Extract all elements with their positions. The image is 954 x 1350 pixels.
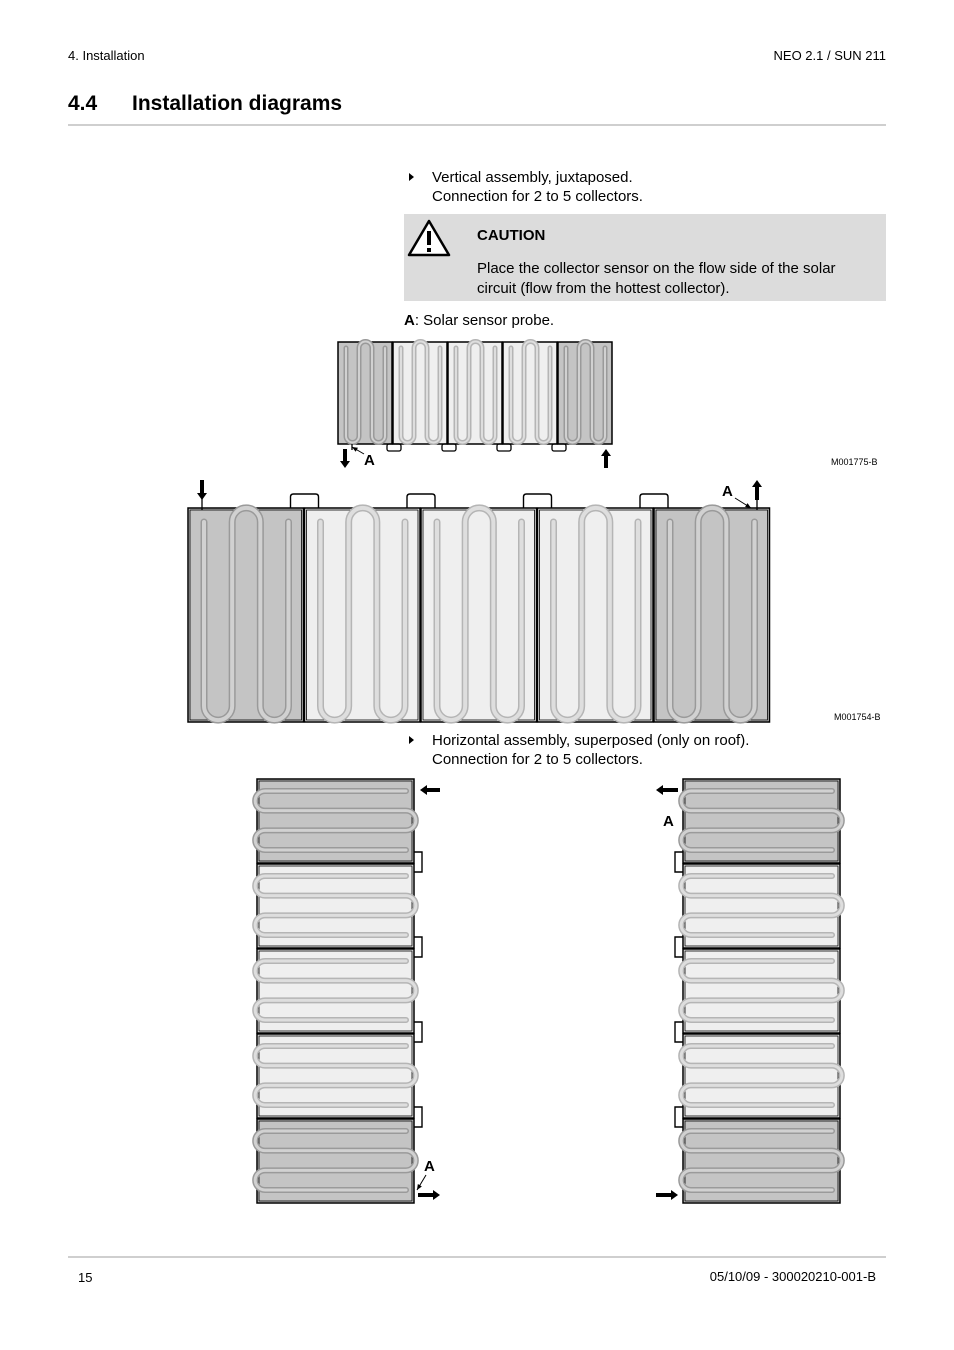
vertical-line-1: Vertical assembly, juxtaposed. [432, 169, 633, 186]
collector-connector [675, 1022, 683, 1042]
horizontal-assembly-right-diagram [650, 774, 846, 1210]
collector-connector [675, 852, 683, 872]
sensor-label-a: A [424, 1158, 435, 1175]
large-vertical-assembly-diagram [180, 476, 780, 730]
collector-connector [675, 1107, 683, 1127]
page-number: 15 [78, 1270, 93, 1285]
arrow-shaft [663, 788, 678, 792]
caution-text: Place the collector sensor on the flow side of the solar circuit (flow from the hottest collector). [477, 260, 836, 297]
sensor-label-a: A [364, 452, 375, 469]
caution-box [404, 214, 886, 301]
bullet-arrow-icon [409, 173, 414, 181]
horizontal-line-2: Connection for 2 to 5 collectors. [432, 751, 643, 768]
arrow-shaft [604, 456, 608, 468]
collector-connector [552, 444, 566, 451]
sensor-label-a: A [722, 483, 733, 500]
figure-code-1: M001775-B [831, 457, 878, 467]
collector-connector [414, 1107, 422, 1127]
caution-title: CAUTION [477, 227, 546, 244]
leader-arrowhead [417, 1184, 422, 1190]
arrow-left-icon [656, 785, 663, 795]
vertical-assembly-bullet [409, 168, 879, 206]
section-number: 4.4 [68, 92, 98, 115]
legend-text: : Solar sensor probe. [414, 312, 555, 329]
collector-connector [497, 444, 511, 451]
arrow-down-icon [197, 493, 207, 500]
horizontal-assembly-left-diagram [250, 774, 450, 1210]
collector-connector [387, 444, 401, 451]
arrow-down-icon [340, 461, 350, 468]
arrow-right-icon [433, 1190, 440, 1200]
collector-connector [442, 444, 456, 451]
figure-code-2: M001754-B [834, 712, 881, 722]
legend-key: A [404, 312, 415, 329]
arrow-shaft [427, 788, 440, 792]
horizontal-assembly-bullet [409, 731, 879, 769]
legend-note [404, 312, 554, 329]
collector-connector [414, 852, 422, 872]
collector-connector [675, 937, 683, 957]
collector-connector [640, 494, 668, 508]
section-title: Installation diagrams [132, 92, 343, 115]
heading-rule [68, 124, 886, 126]
header-chapter: 4. Installation [68, 48, 145, 63]
warning-triangle-icon [406, 218, 452, 258]
arrow-shaft [200, 480, 204, 493]
arrow-up-icon [752, 480, 762, 487]
sensor-label-a: A [663, 813, 674, 830]
collector-connector [414, 1022, 422, 1042]
horizontal-line-1: Horizontal assembly, superposed (only on roof). [432, 732, 750, 749]
bullet-arrow-icon [409, 736, 414, 744]
arrow-shaft [418, 1193, 433, 1197]
arrow-shaft [656, 1193, 671, 1197]
collector-connector [291, 494, 319, 508]
arrow-shaft [343, 449, 347, 461]
collector-connector [414, 937, 422, 957]
arrow-left-icon [420, 785, 427, 795]
document-reference: 05/10/09 - 300020210-001-B [709, 1269, 876, 1284]
collector-connector [524, 494, 552, 508]
section-heading [68, 92, 342, 116]
arrow-right-icon [671, 1190, 678, 1200]
footer-rule [68, 1256, 886, 1258]
collector-connector [407, 494, 435, 508]
header-product: NEO 2.1 / SUN 211 [773, 48, 886, 63]
small-vertical-assembly-diagram [330, 336, 630, 476]
arrow-shaft [755, 487, 759, 500]
vertical-line-2: Connection for 2 to 5 collectors. [432, 188, 643, 205]
arrow-up-icon [601, 449, 611, 456]
